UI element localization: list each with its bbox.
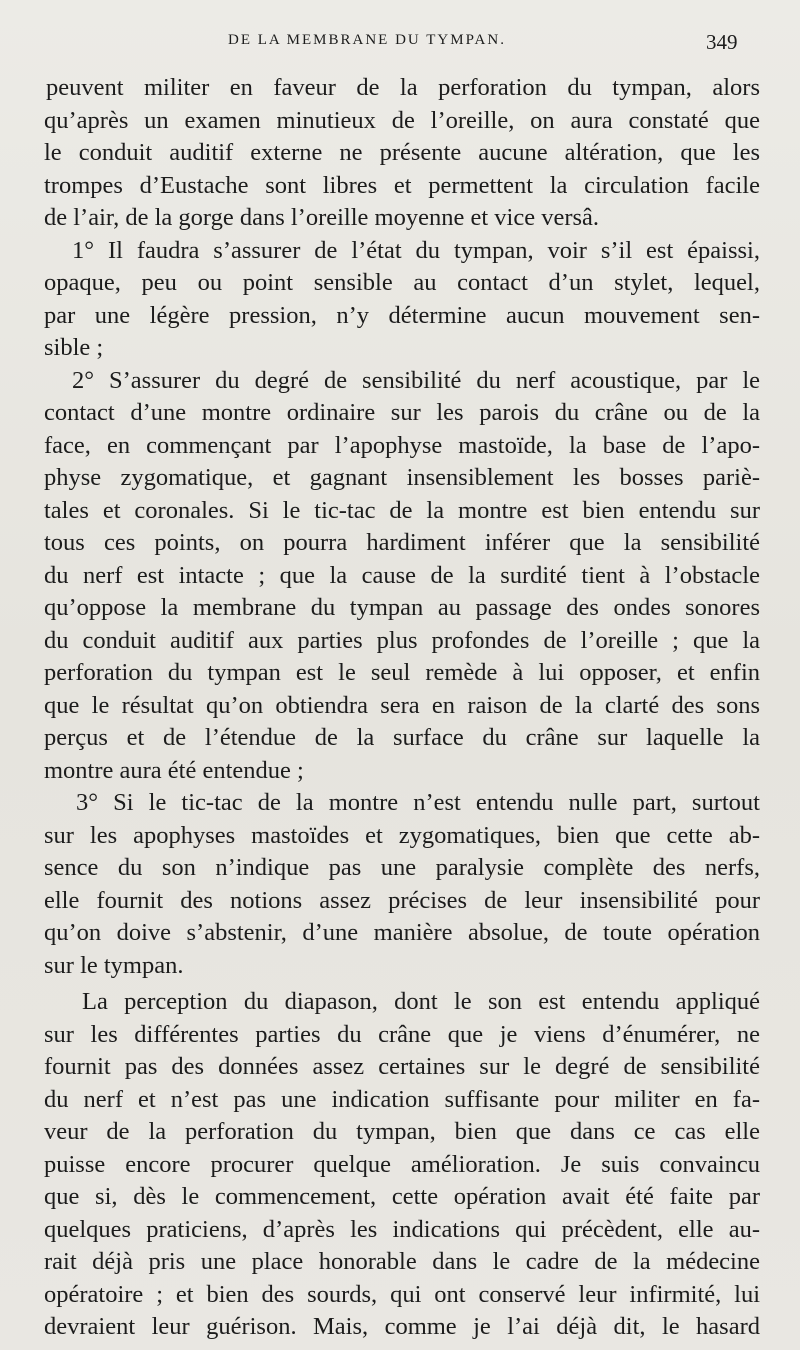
text-line: de l’air, de la gorge dans l’oreille moyenne et vice versâ. bbox=[44, 204, 600, 231]
text-line: qu’oppose la membrane du tympan au passage des ondes sonores bbox=[44, 594, 760, 621]
text-line: sur les apophyses mastoïdes et zygomatiques, bien que cette ab- bbox=[44, 821, 760, 849]
text-line: puisse encore procurer quelque amélioration. Je suis convaincu bbox=[44, 1150, 760, 1178]
text-line: perçus et de l’étendue de la surface du crâne sur laquelle la bbox=[44, 724, 760, 751]
text-line: qu’après un examen minutieux de l’oreille, on aura constaté que bbox=[44, 106, 760, 134]
text-line: rait déjà pris une place honorable dans le cadre de la médecine bbox=[44, 1248, 760, 1275]
text-line: que le résultat qu’on obtiendra sera en raison de la clarté des sons bbox=[44, 691, 760, 719]
text-line: fournit pas des données assez certaines sur le degré de sensibilité bbox=[44, 1053, 760, 1080]
text-line: 3° Si le tic-tac de la montre n’est entendu nulle part, surtout bbox=[76, 789, 760, 816]
text-line: quelques praticiens, d’après les indications qui précèdent, elle au- bbox=[44, 1215, 760, 1243]
text-line: du nerf et n’est pas une indication suffisante pour militer en fa- bbox=[44, 1085, 760, 1113]
text-line: perforation du tympan est le seul remède à lui opposer, et enfin bbox=[44, 659, 760, 686]
text-line: veur de la perforation du tympan, bien que dans ce cas elle bbox=[44, 1118, 760, 1145]
text-line: tales et coronales. Si le tic-tac de la montre est bien entendu sur bbox=[44, 496, 760, 524]
text-line: du nerf est intacte ; que la cause de la surdité tient à l’obstacle bbox=[44, 561, 760, 589]
text-line: peuvent militer en faveur de la perforation du tympan, alors bbox=[46, 74, 760, 101]
text-line: La perception du diapason, dont le son est entendu appliqué bbox=[82, 988, 760, 1015]
body-text bbox=[44, 72, 760, 1344]
text-line: contact d’une montre ordinaire sur les parois du crâne ou de la bbox=[44, 399, 760, 426]
text-line: sible ; bbox=[44, 334, 104, 361]
text-line: sur le tympan. bbox=[44, 951, 184, 979]
running-head bbox=[0, 30, 800, 60]
text-line: trompes d’Eustache sont libres et permettent la circulation facile bbox=[44, 171, 760, 199]
text-line: par une légère pression, n’y détermine aucun mouvement sen- bbox=[44, 301, 760, 329]
text-line: face, en commençant par l’apophyse mastoïde, la base de l’apo- bbox=[44, 431, 760, 459]
text-line: le conduit auditif externe ne présente aucune altération, que les bbox=[44, 139, 760, 166]
text-line: opératoire ; et bien des sourds, qui ont conservé leur infirmité, lui bbox=[44, 1280, 760, 1308]
text-line: sence du son n’indique pas une paralysie complète des nerfs, bbox=[44, 854, 760, 881]
text-line: montre aura été entendue ; bbox=[44, 756, 304, 784]
text-line: 2° S’assurer du degré de sensibilité du nerf acoustique, par le bbox=[72, 366, 760, 394]
text-line: opaque, peu ou point sensible au contact d’un stylet, lequel, bbox=[44, 269, 760, 296]
text-line: que si, dès le commencement, cette opération avait été faite par bbox=[44, 1183, 760, 1210]
text-line: elle fournit des notions assez précises de leur insensibilité pour bbox=[44, 886, 760, 914]
text-line: 1° Il faudra s’assurer de l’état du tympan, voir s’il est épaissi, bbox=[72, 236, 760, 264]
page-number: 349 bbox=[706, 30, 738, 54]
text-line: physe zygomatique, et gagnant insensiblement les bosses pariè- bbox=[44, 464, 760, 491]
text-line: qu’on doive s’abstenir, d’une manière absolue, de toute opération bbox=[44, 919, 760, 946]
text-line: du conduit auditif aux parties plus profondes de l’oreille ; que la bbox=[44, 626, 760, 654]
running-title: DE LA MEMBRANE DU TYMPAN. bbox=[228, 32, 506, 48]
text-line: sur les différentes parties du crâne que je viens d’énumérer, ne bbox=[44, 1020, 760, 1048]
text-line: devraient leur guérison. Mais, comme je l’ai déjà dit, le hasard bbox=[44, 1313, 760, 1340]
text-line: tous ces points, on pourra hardiment inférer que la sensibilité bbox=[44, 529, 760, 556]
